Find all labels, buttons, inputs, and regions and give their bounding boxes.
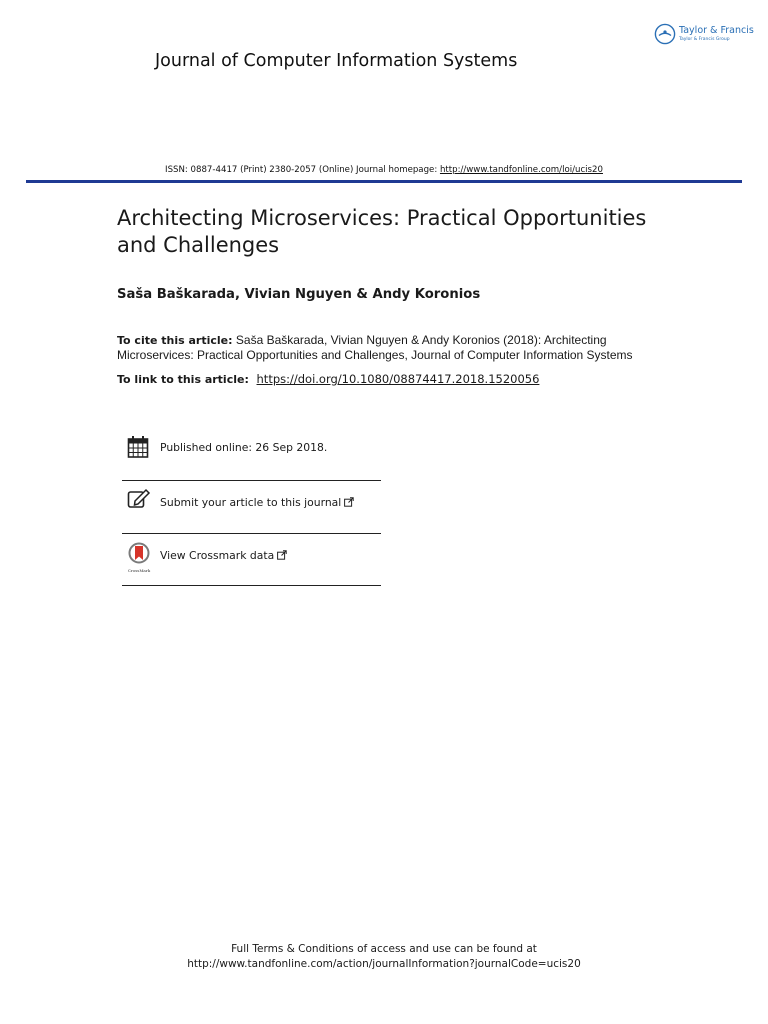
calendar-icon: [127, 435, 149, 459]
published-online-text: Published online: 26 Sep 2018.: [160, 441, 328, 454]
submit-article-link[interactable]: [160, 496, 354, 509]
info-separator: [122, 480, 381, 481]
taylor-francis-logo-icon: [654, 23, 676, 45]
publisher-name: Taylor & Francis: [679, 25, 754, 36]
article-link-label: To link to this article:: [117, 373, 249, 386]
info-separator: [122, 533, 381, 534]
external-link-icon: [344, 497, 354, 507]
crossmark-icon: [126, 542, 152, 572]
article-link-line: [117, 372, 539, 386]
journal-homepage-link[interactable]: http://www.tandfonline.com/loi/ucis20: [439, 165, 603, 175]
issn-text: ISSN: 0887-4417 (Print) 2380-2057 (Online) Journal homepage:: [165, 165, 440, 175]
publisher-group: Taylor & Francis Group: [679, 37, 730, 42]
article-title: Architecting Microservices: Practical Opportunities and Challenges: [117, 206, 647, 257]
published-online-row: [122, 430, 381, 482]
crossmark-label: View Crossmark data: [160, 549, 275, 562]
header-rule: [26, 180, 742, 183]
footer-terms-link[interactable]: http://www.tandfonline.com/action/journalInformation?journalCode=ucis20: [187, 958, 581, 970]
info-separator: [122, 585, 381, 586]
external-link-icon: [277, 550, 287, 560]
submit-article-row[interactable]: [122, 483, 381, 535]
footer: [0, 942, 768, 972]
citation-text: Saša Baškarada, Vivian Nguyen & Andy Koronios (2018): Architecting Microservices: Practical Opportunities and Challenges, Journal of Computer Information Systems: [117, 333, 633, 362]
citation: [117, 333, 677, 363]
crossmark-badge-icon: [126, 542, 152, 564]
doi-link[interactable]: https://doi.org/10.1080/08874417.2018.1520056: [256, 372, 540, 386]
edit-icon: [127, 488, 151, 510]
publisher-logo: [654, 21, 754, 47]
issn-line: [0, 165, 768, 175]
crossmark-link[interactable]: [160, 549, 287, 562]
article-authors: Saša Baškarada, Vivian Nguyen & Andy Koronios: [117, 287, 481, 302]
submit-article-label: Submit your article to this journal: [160, 496, 342, 509]
crossmark-caption: CrossMark: [127, 568, 151, 573]
crossmark-row[interactable]: [122, 536, 381, 588]
footer-terms-text: Full Terms & Conditions of access and use can be found at: [231, 943, 537, 955]
journal-title: Journal of Computer Information Systems: [155, 51, 518, 71]
citation-label: To cite this article:: [117, 334, 233, 347]
